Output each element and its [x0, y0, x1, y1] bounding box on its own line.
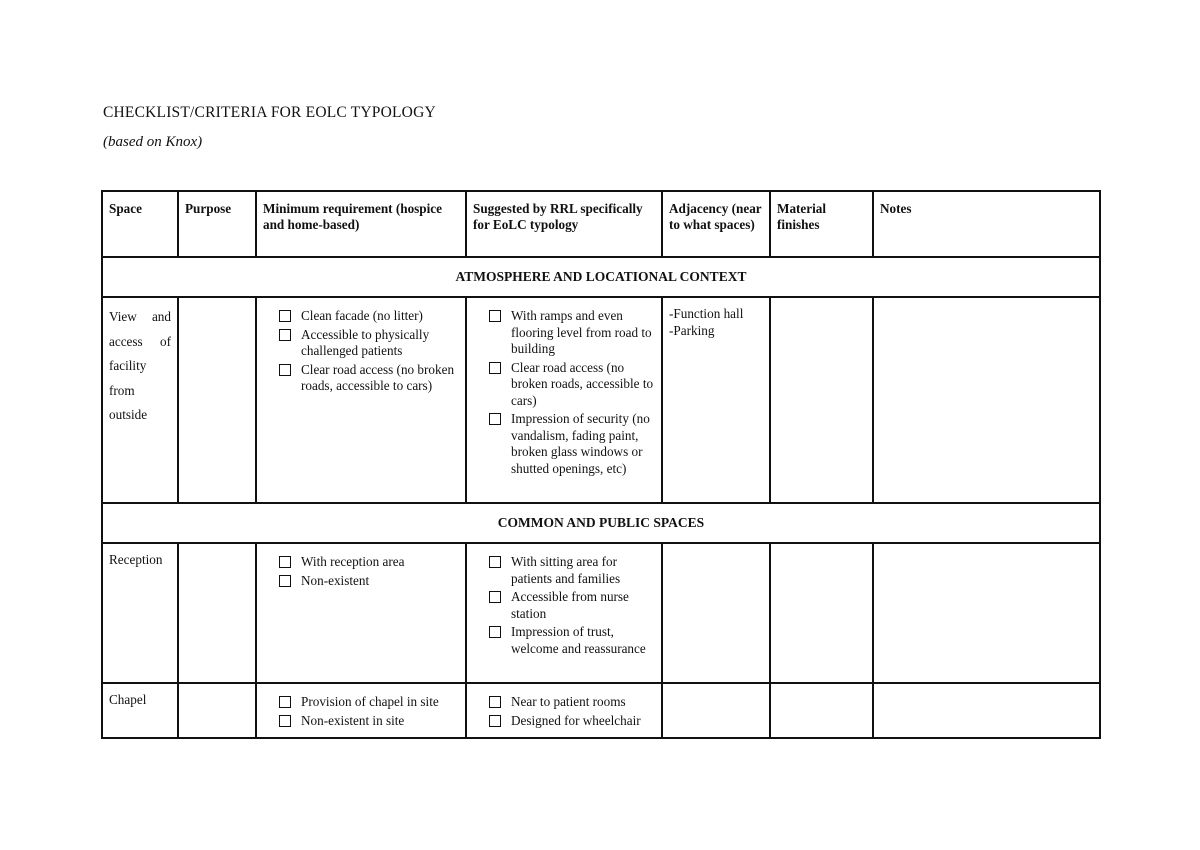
checklist-table	[101, 190, 1101, 739]
checkbox-icon[interactable]	[489, 715, 501, 727]
checklist-item[interactable]: Clear road access (no broken roads, accessible to cars)	[489, 360, 657, 410]
suggested-cell	[466, 683, 662, 738]
checklist-item[interactable]: Provision of chapel in site	[279, 694, 461, 711]
document-subtitle: (based on Knox)	[103, 134, 203, 150]
checkbox-icon[interactable]	[489, 310, 501, 322]
minimum-cell	[256, 297, 466, 503]
checklist-item[interactable]: Non-existent	[279, 573, 461, 590]
material-cell	[770, 683, 873, 738]
material-cell	[770, 297, 873, 503]
header-space: Space	[102, 191, 178, 257]
header-material-finishes: Material finishes	[770, 191, 873, 257]
checklist-item[interactable]: Designed for wheelchair	[489, 713, 657, 730]
checkbox-icon[interactable]	[279, 556, 291, 568]
adjacency-cell	[662, 297, 770, 503]
header-row	[102, 191, 1100, 257]
checklist-item[interactable]: With reception area	[279, 554, 461, 571]
minimum-cell	[256, 683, 466, 738]
suggested-cell	[466, 297, 662, 503]
checkbox-icon[interactable]	[489, 362, 501, 374]
notes-cell	[873, 543, 1100, 683]
checklist-item[interactable]: Impression of trust, welcome and reassurance	[489, 624, 657, 657]
checkbox-icon[interactable]	[279, 310, 291, 322]
purpose-cell	[178, 543, 256, 683]
header-notes: Notes	[873, 191, 1100, 257]
notes-cell	[873, 297, 1100, 503]
checkbox-icon[interactable]	[279, 329, 291, 341]
adjacency-item: -Parking	[669, 322, 715, 338]
checklist-item[interactable]: Impression of security (no vandalism, fading paint, broken glass windows or shutted openings, etc)	[489, 411, 657, 477]
header-adjacency: Adjacency (near to what spaces)	[662, 191, 770, 257]
table-row	[102, 297, 1100, 503]
suggested-cell	[466, 543, 662, 683]
section-title: ATMOSPHERE AND LOCATIONAL CONTEXT	[102, 257, 1100, 297]
checklist-item[interactable]: Clean facade (no litter)	[279, 308, 461, 325]
material-cell	[770, 543, 873, 683]
checklist-item[interactable]: With sitting area for patients and families	[489, 554, 657, 587]
checklist-item[interactable]: Accessible to physically challenged patients	[279, 327, 461, 360]
section-row-atmosphere	[102, 257, 1100, 297]
checkbox-icon[interactable]	[279, 696, 291, 708]
checklist-item[interactable]: With ramps and even flooring level from road to building	[489, 308, 657, 358]
checkbox-icon[interactable]	[279, 575, 291, 587]
header-purpose: Purpose	[178, 191, 256, 257]
adjacency-cell	[662, 683, 770, 738]
checklist-item[interactable]: Accessible from nurse station	[489, 589, 657, 622]
minimum-cell	[256, 543, 466, 683]
checklist-item[interactable]: Clear road access (no broken roads, accessible to cars)	[279, 362, 461, 395]
checkbox-icon[interactable]	[279, 364, 291, 376]
checkbox-icon[interactable]	[489, 591, 501, 603]
checklist-item[interactable]: Near to patient rooms	[489, 694, 657, 711]
checkbox-icon[interactable]	[279, 715, 291, 727]
space-cell: Reception	[102, 543, 178, 683]
document-title: CHECKLIST/CRITERIA FOR EOLC TYPOLOGY	[103, 104, 436, 121]
checkbox-icon[interactable]	[489, 696, 501, 708]
checkbox-icon[interactable]	[489, 626, 501, 638]
purpose-cell	[178, 297, 256, 503]
section-title: COMMON AND PUBLIC SPACES	[102, 503, 1100, 543]
table-row	[102, 683, 1100, 738]
adjacency-cell	[662, 543, 770, 683]
section-row-common	[102, 503, 1100, 543]
adjacency-item: -Function hall	[669, 306, 744, 321]
checklist-item[interactable]: Non-existent in site	[279, 713, 461, 730]
header-minimum-requirement: Minimum requirement (hospice and home-based)	[256, 191, 466, 257]
checkbox-icon[interactable]	[489, 556, 501, 568]
checkbox-icon[interactable]	[489, 413, 501, 425]
notes-cell	[873, 683, 1100, 738]
purpose-cell	[178, 683, 256, 738]
space-cell: Chapel	[102, 683, 178, 738]
table-row	[102, 543, 1100, 683]
space-cell: View and access of facility from outside	[102, 297, 178, 503]
header-suggested: Suggested by RRL specifically for EoLC typology	[466, 191, 662, 257]
